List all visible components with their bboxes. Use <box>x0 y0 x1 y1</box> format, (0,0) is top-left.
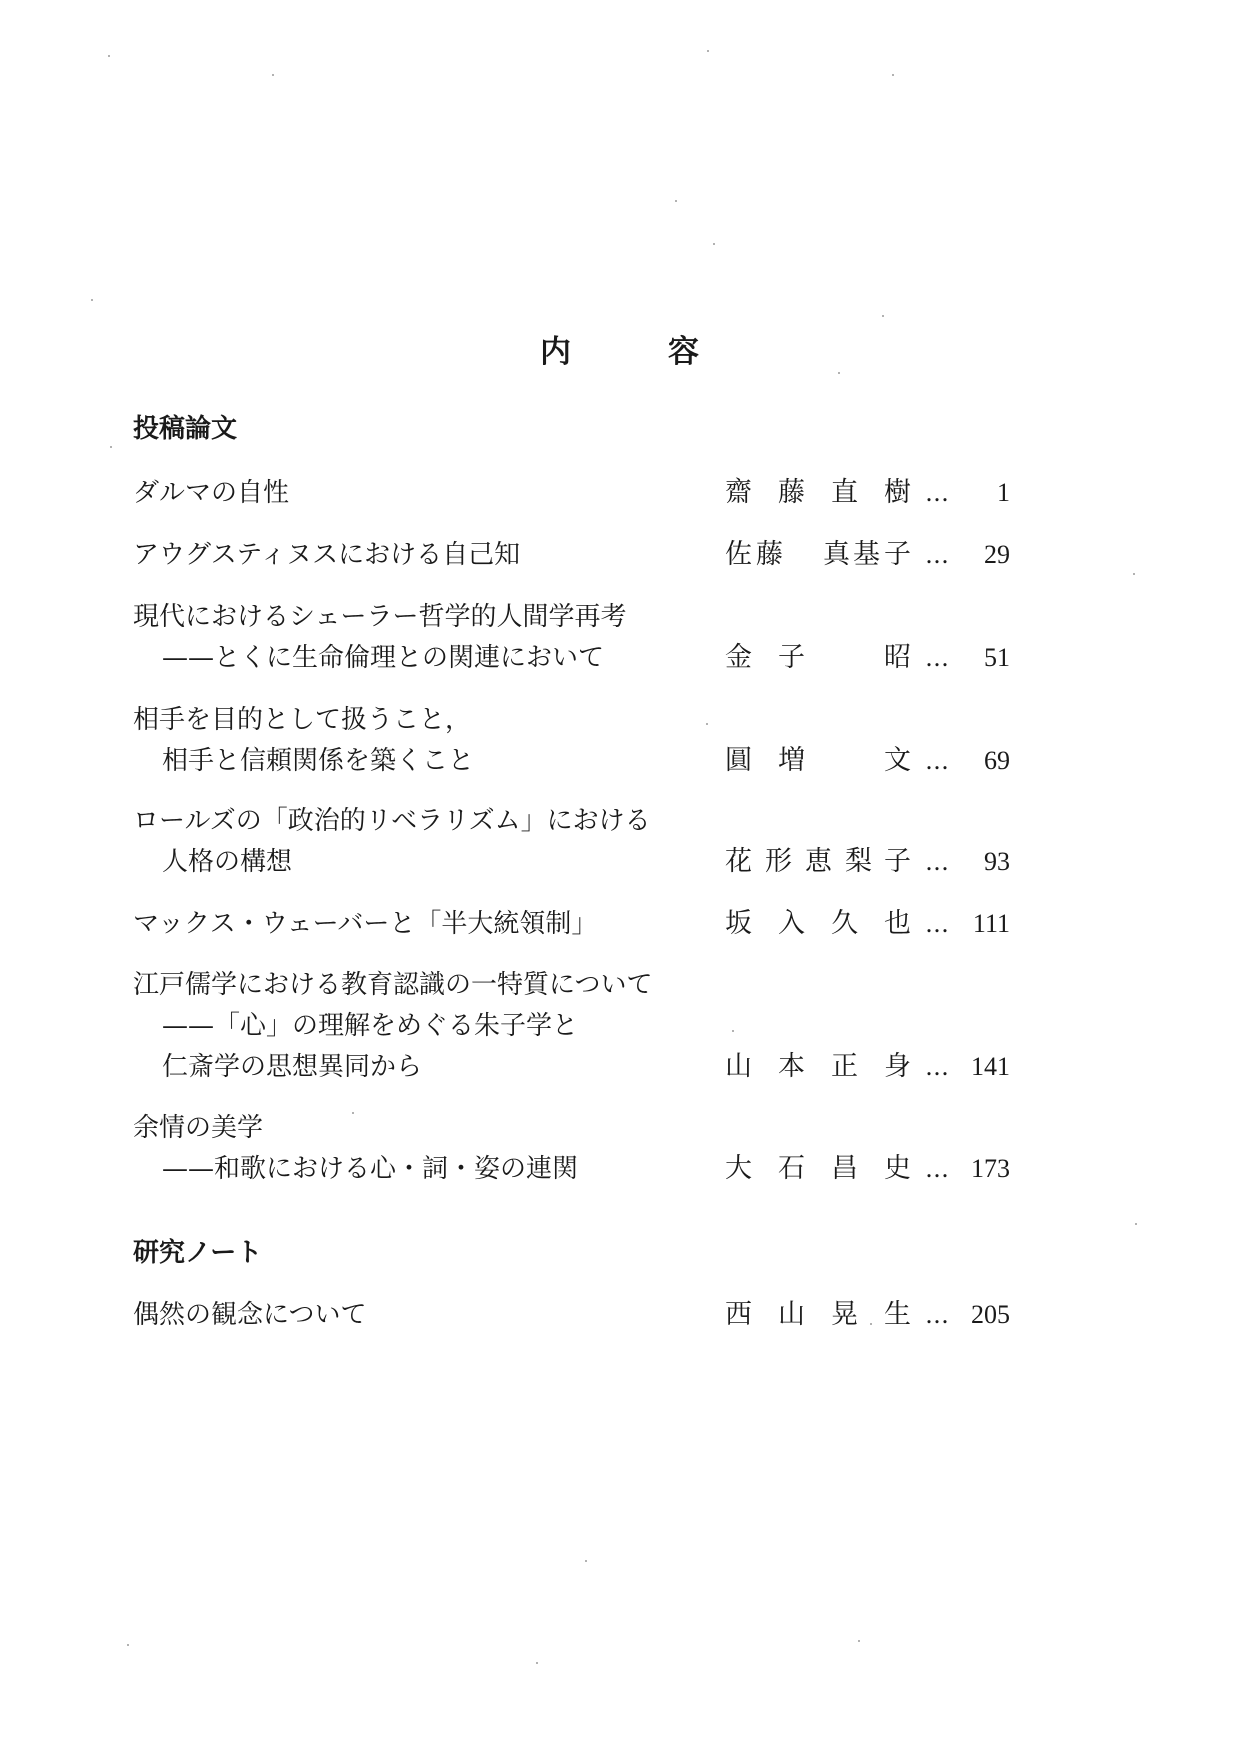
author-char: 昌 <box>831 1153 858 1184</box>
page-number: 69 <box>984 746 1010 775</box>
author-char: 基 <box>853 539 880 570</box>
entry-author <box>725 1154 925 1184</box>
page-number: 29 <box>984 540 1010 569</box>
leader-dots: … <box>925 747 950 775</box>
leader-dots: … <box>925 848 950 876</box>
author-char: 入 <box>778 908 805 939</box>
entry-author <box>725 643 925 673</box>
scan-speck <box>882 315 884 317</box>
page-number: 1 <box>997 478 1010 507</box>
author-char: 久 <box>831 908 858 939</box>
scan-speck <box>1133 573 1135 575</box>
entry-title: アウグスティヌスにおける自己知 <box>133 540 521 570</box>
author-char: 佐 <box>725 539 752 570</box>
scan-speck <box>838 372 840 374</box>
author-char: 山 <box>725 1051 752 1082</box>
author-char: 形 <box>765 846 792 877</box>
entry-title: マックス・ウェーバーと「半大統領制」 <box>133 909 598 939</box>
leader-dots: … <box>925 1155 950 1183</box>
section-heading: 投稿論文 <box>133 414 238 444</box>
author-char: 藤 <box>778 477 805 508</box>
author-char: 昭 <box>884 642 911 673</box>
author-char: 恵 <box>805 846 832 877</box>
leader-dots: … <box>925 541 950 569</box>
entry-title: 江戸儒学における教育認識の一特質について <box>133 970 653 1000</box>
author-char: 子 <box>884 539 911 570</box>
scan-speck <box>713 243 715 245</box>
entry-subtitle: ——和歌における心・詞・姿の連関 <box>162 1154 579 1184</box>
author-char: 石 <box>778 1153 805 1184</box>
entry-title: 偶然の観念について <box>133 1300 367 1330</box>
entry-author <box>725 540 925 570</box>
section-heading: 研究ノート <box>133 1238 263 1268</box>
scan-speck <box>675 200 677 202</box>
scan-speck <box>352 1112 354 1114</box>
page-number: 51 <box>984 643 1010 672</box>
author-char: 文 <box>884 745 911 776</box>
author-char: 子 <box>884 846 911 877</box>
scan-speck <box>108 55 110 57</box>
entry-title: 余情の美学 <box>133 1113 264 1143</box>
entry-author <box>725 478 925 508</box>
author-char: 坂 <box>725 908 752 939</box>
scan-speck <box>858 1640 860 1642</box>
scan-speck <box>110 446 112 448</box>
scan-speck <box>732 1030 734 1032</box>
leader-dots: … <box>925 1053 950 1081</box>
author-char: 増 <box>778 745 805 776</box>
scan-speck <box>127 1644 129 1646</box>
page-number: 205 <box>971 1300 1010 1329</box>
entry-author <box>725 746 925 776</box>
author-char: 身 <box>884 1051 911 1082</box>
author-char: 藤 <box>756 539 783 570</box>
entry-title: 現代におけるシェーラー哲学的人間学再考 <box>133 602 627 632</box>
entry-author <box>725 1052 925 1082</box>
author-char: 真 <box>823 539 850 570</box>
entry-author <box>725 1300 925 1330</box>
leader-dots: … <box>925 644 950 672</box>
leader-dots: … <box>925 479 950 507</box>
entry-title: ダルマの自性 <box>133 478 290 508</box>
page-number: 141 <box>971 1052 1010 1081</box>
author-char: 子 <box>778 642 805 673</box>
page-title <box>0 326 1240 376</box>
author-char: 生 <box>884 1299 911 1330</box>
author-char: 大 <box>725 1153 752 1184</box>
leader-dots: … <box>925 1301 950 1329</box>
scan-speck <box>585 1560 587 1562</box>
page-number: 93 <box>984 847 1010 876</box>
entry-title-continued: 相手と信頼関係を築くこと <box>162 746 475 776</box>
page-number: 111 <box>972 909 1010 938</box>
author-char: 金 <box>725 642 752 673</box>
entry-author <box>725 909 925 939</box>
entry-author <box>725 847 925 877</box>
leader-dots: … <box>925 910 950 938</box>
author-char: 也 <box>884 908 911 939</box>
author-char: 本 <box>778 1051 805 1082</box>
entry-title: 相手を目的として扱うこと， <box>133 705 472 735</box>
page-title-char: 内 <box>540 334 572 370</box>
scan-speck <box>892 74 894 76</box>
author-char: 梨 <box>845 846 872 877</box>
scan-speck <box>272 74 274 76</box>
author-char: 晃 <box>831 1299 858 1330</box>
author-char: 圓 <box>725 745 752 776</box>
entry-title-continued: 人格の構想 <box>162 847 293 877</box>
scan-speck <box>1135 1223 1137 1225</box>
entry-subtitle-continued: 仁斎学の思想異同から <box>162 1052 423 1082</box>
scan-speck <box>91 299 93 301</box>
author-char: 直 <box>831 477 858 508</box>
author-char: 史 <box>884 1153 911 1184</box>
scan-speck <box>870 1323 872 1325</box>
author-char: 山 <box>778 1299 805 1330</box>
author-char: 齋 <box>725 477 752 508</box>
entry-subtitle: ——「心」の理解をめぐる朱子学と <box>162 1011 579 1041</box>
author-char: 花 <box>725 846 752 877</box>
entry-subtitle: ——とくに生命倫理との関連において <box>162 643 605 673</box>
entry-title: ロールズの「政治的リベラリズム」における <box>133 806 651 836</box>
scan-speck <box>707 50 709 52</box>
author-char: 正 <box>831 1051 858 1082</box>
scan-speck <box>536 1662 538 1664</box>
page-number: 173 <box>971 1154 1010 1183</box>
author-char: 樹 <box>884 477 911 508</box>
author-char: 西 <box>725 1299 752 1330</box>
page-title-char: 容 <box>668 334 700 370</box>
scan-speck <box>706 723 708 725</box>
